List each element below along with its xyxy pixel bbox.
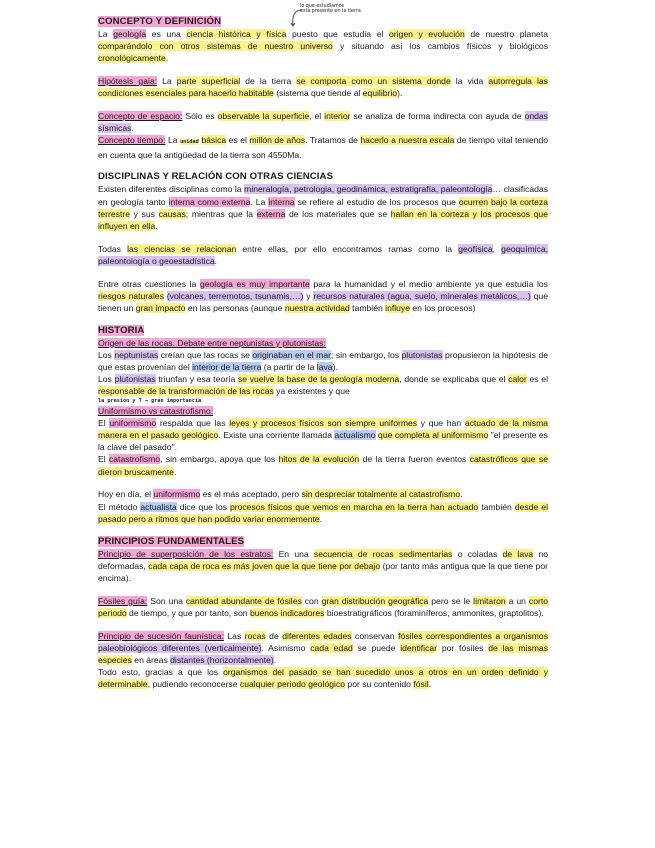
paragraph-disciplinas: Existen diferentes disciplinas como la mineralogía, petrologia, geodinámica, estratigrafía, paleontología… clasificadas en geología tanto interna como externa. La interna se refiere al estudio de los procesos que ocurren bajo la corteza terrestre y sus causas; mientras que la externa de los materiales que se hallan en la corteza y los procesos que influyen en ella.: [98, 184, 549, 231]
paragraph-catastrofismo: El catastrofismo, sin embargo, apoya que los hitos de la evolución de la tierra fueron eventos catastróficos que se dieron bruscamente.: [98, 454, 548, 477]
paragraph-importancia: Entre otras cuestiones la geología es muy importante para la humanidad y el medio ambiente ya que estudia los riesgos naturales (volcanes, terremotos, tsunamis,…) y recursos naturales (agua, suelo, minerales metálicos,…) que tienen un gran impacto en las personas (aunque nuestra actividad también influye en los procesos): [98, 278, 549, 313]
section-title-disciplinas: DISCIPLINAS Y RELACIÓN CON OTRAS CIENCIAS: [98, 171, 334, 183]
section-title-concepto: CONCEPTO Y DEFINICIÓN: [98, 16, 222, 27]
subtitle-origen-rocas: Origen de las rocas. Debate entre neptunistas y plutonistas:: [98, 337, 326, 348]
subtitle-uniformismo: Uniformismo vs catastrofismo:: [98, 405, 214, 416]
paragraph-todo-esto: Todo esto, gracias a que los organismos del pasado se han sucedido unos a otros en un orden definido y determinable, pudiendo reconocerse cualquier periodo geológico por su contenido fósil.: [98, 667, 548, 690]
paragraph-sucesion-faunistica: Principio de sucesión faunística: Las rocas de diferentes edades conservan fósiles correspondientes a organismos paleobiológicos diferentes (verticalmente). Asimismo cada edad se puede identificar por fósiles de las mismas especies en áreas distantes (horizontalmente).: [98, 630, 549, 665]
section-title-historia: HISTORIA: [98, 324, 145, 336]
paragraph-concepto-espacio: Concepto de espacio: Sólo es observable la superficie, el interior se analiza de forma indirecta con ayuda de ondas sísmicas.: [98, 111, 548, 134]
paragraph-ciencias-relacionan: Todas las ciencias se relacionan entre ellas, por ello encontramos ramas como la geofísica, geoquímica, paleontología o geoestadística.: [98, 243, 548, 266]
paragraph-plutonistas: Los plutonistas triunfan y esa teoría se vuelve la base de la geología moderna, donde se explicaba que el calor es el responsable de la transformación de las rocas ya existentes y que: [98, 374, 548, 397]
section-title-principios: PRINCIPIOS FUNDAMENTALES: [98, 535, 245, 547]
handwritten-note-presion: la presión y T → gran importancia: [98, 397, 202, 404]
paragraph-geologia: La geología es una ciencia histórica y física puesto que estudia el origen y evolución de nuestro planeta comparándolo con otros sistemas de nuestro universo y situando así los cambios físicos y biológicos cronológicamente.: [98, 29, 548, 64]
paragraph-metodo-actualista: El método actualista dice que los procesos físicos que vemos en marcha en la tierra han actuado también desde el pasado pero a ritmos que han podido variar enormemente.: [98, 501, 548, 524]
annotation-arrow-icon: [290, 8, 304, 28]
paragraph-fosiles-guia: Fósiles guía: Son una cantidad abundante de fósiles con gran distribución geográfica pero se le limitaron a un corto periodo de tiempo, y que por tanto, son buenos indicadores bioestratigráficos (foraminíferos, ammonites, graptolitos).: [98, 595, 548, 618]
paragraph-hipotesis-gaia: Hipótesis gaia: La parte superficial de la tierra se comporta como un sistema donde la vida autorregula las condiciones esenciales para hacerlo habitable (sistema que tiende al equilibrio).: [98, 76, 548, 99]
paragraph-hoy-en-dia: Hoy en día, el uniformismo es el más aceptado, pero sin despreciar totalmente al catastrofismo.: [98, 489, 463, 500]
handwritten-annotation: lo que estudiamos está presente en la tierra: [300, 4, 361, 14]
notes-page: [98, 16, 548, 691]
paragraph-concepto-tiempo: Concepto tiempo: La unidad básica es el millón de años. Tratamos de hacerlo a nuestra escala de tiempo vital teniendo en cuenta que la antigüedad de la tierra son 4550Ma.: [98, 135, 548, 160]
paragraph-superposicion: Principio de superposición de los estratos: En una secuencia de rocas sedimentarias o coladas de lava no deformadas, cada capa de roca es más joven que la que tiene por debajo (por tanto más antigua que la que tiene por encima).: [98, 548, 548, 583]
paragraph-uniformismo: El uniformismo respalda que las leyes y procesos físicos son siempre uniformes y que han actuado de la misma manera en el pasado geológico. Existe una corriente llamada actualismo que completa al uniformismo "el presente es la clave del pasado".: [98, 417, 549, 453]
paragraph-neptunistas: Los neptunistas creían que las rocas se originaban en el mar; sin embargo, los plutonistas propusieron la hipótesis de que estas provenían del interior de la tierra (a partir de la lava).: [98, 349, 549, 373]
